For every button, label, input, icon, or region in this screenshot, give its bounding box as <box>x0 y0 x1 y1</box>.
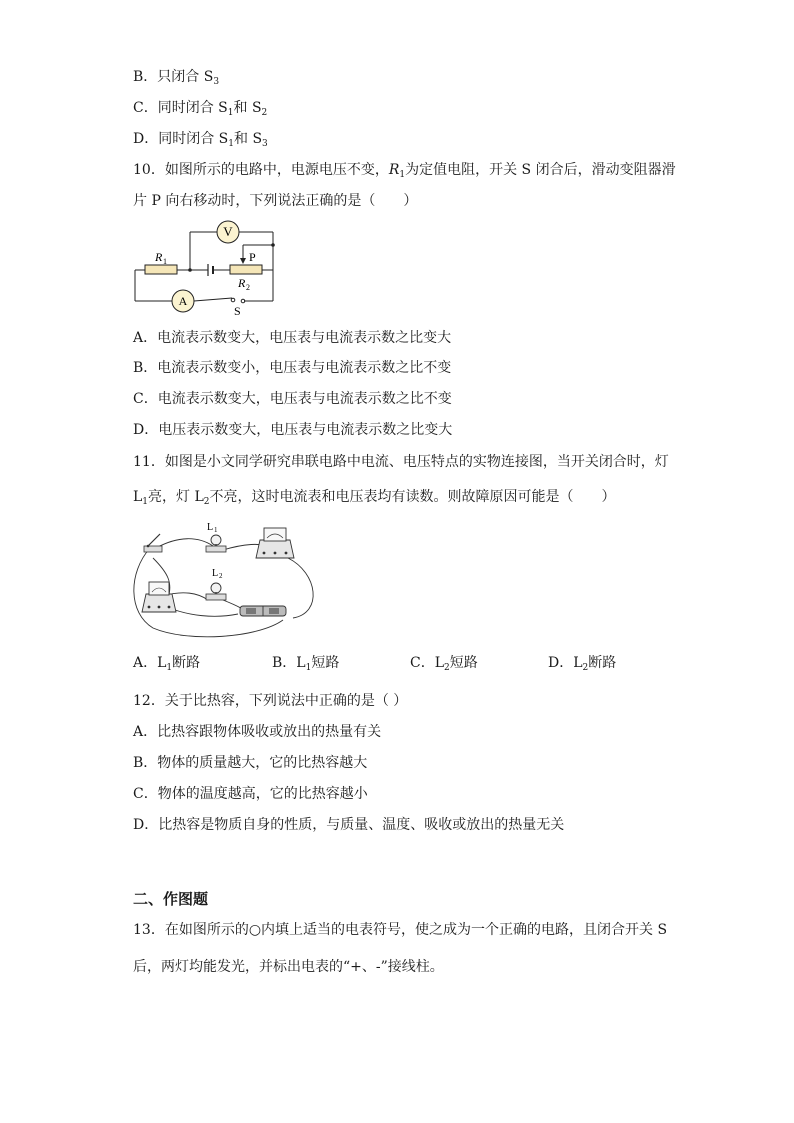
q12-option-a: A．比热容跟物体吸收或放出的热量有关 <box>133 724 382 740</box>
voltmeter-label: V <box>223 224 233 239</box>
r1-sub: 1 <box>163 257 167 266</box>
q12-option-c: C．物体的温度越高，它的比热容越小 <box>133 786 368 802</box>
q12-stem: 12．关于比热容，下列说法中正确的是（ ） <box>133 693 408 709</box>
battery-pack-icon <box>240 606 286 616</box>
switch-s-label: S <box>234 304 241 318</box>
ammeter-device-icon <box>256 528 294 558</box>
q11-stem-line1: 11．如图是小文同学研究串联电路中电流、电压特点的实物连接图，当开关闭合时，灯 <box>133 454 669 470</box>
q13-stem-line2: 后，两灯均能发光，并标出电表的“+、-”接线柱。 <box>133 959 444 975</box>
r2-sub: 2 <box>246 283 250 292</box>
q10-circuit-diagram <box>130 218 280 318</box>
q13-stem-line1: 13．在如图所示的○内填上适当的电表符号，使之成为一个正确的电路，且闭合开关 S <box>133 922 668 938</box>
bulb-l2-icon <box>206 583 226 600</box>
q9-option-d: D．同时闭合 $S_1$和 $S_3$ <box>133 131 268 149</box>
voltmeter-device-icon <box>142 582 176 612</box>
l2-sub: 2 <box>219 572 223 580</box>
q10-option-a: A．电流表示数变大，电压表与电流表示数之比变大 <box>133 330 452 346</box>
q11-option-a: A．$L_1$断路 <box>133 655 201 673</box>
q12-option-d: D．比热容是物质自身的性质，与质量、温度、吸收或放出的热量无关 <box>133 817 565 833</box>
l1-label: L <box>207 522 214 533</box>
r2-label: R <box>238 276 246 290</box>
slider-p-label: P <box>249 250 256 264</box>
l2-label: L <box>212 568 219 579</box>
q10-option-b: B．电流表示数变小，电压表与电流表示数之比不变 <box>133 360 452 376</box>
ammeter-label: A <box>178 294 188 308</box>
switch-icon <box>144 534 162 552</box>
q10-stem-line1: 10．如图所示的电路中，电源电压不变，$R_1$为定值电阻，开关 S 闭合后，滑动变阻器滑 <box>133 162 676 180</box>
r1-label: R <box>155 250 163 264</box>
q11-option-d: D．$L_2$断路 <box>548 655 617 673</box>
q11-option-c: C．$L_2$短路 <box>410 655 478 673</box>
section-heading: 二、作图题 <box>133 890 209 908</box>
q12-option-b: B．物体的质量越大，它的比热容越大 <box>133 755 368 771</box>
q11-option-b: B．$L_1$短路 <box>272 655 340 673</box>
q9-option-c: C．同时闭合 $S_1$和 $S_2$ <box>133 100 268 118</box>
q9-option-b: B．只闭合 $S_3$ <box>133 69 220 87</box>
l1-sub: 1 <box>214 526 218 534</box>
q10-option-d: D．电压表示数变大，电压表与电流表示数之比变大 <box>133 422 453 438</box>
q11-physical-circuit <box>128 518 328 643</box>
q11-stem-line2: $L_1$亮，灯 $L_2$不亮，这时电流表和电压表均有读数。则故障原因可能是（ ） <box>133 489 616 507</box>
q10-stem-line2: 片 P 向右移动时，下列说法正确的是（ ） <box>133 193 418 209</box>
q10-option-c: C．电流表示数变大，电压表与电流表示数之比不变 <box>133 391 452 407</box>
